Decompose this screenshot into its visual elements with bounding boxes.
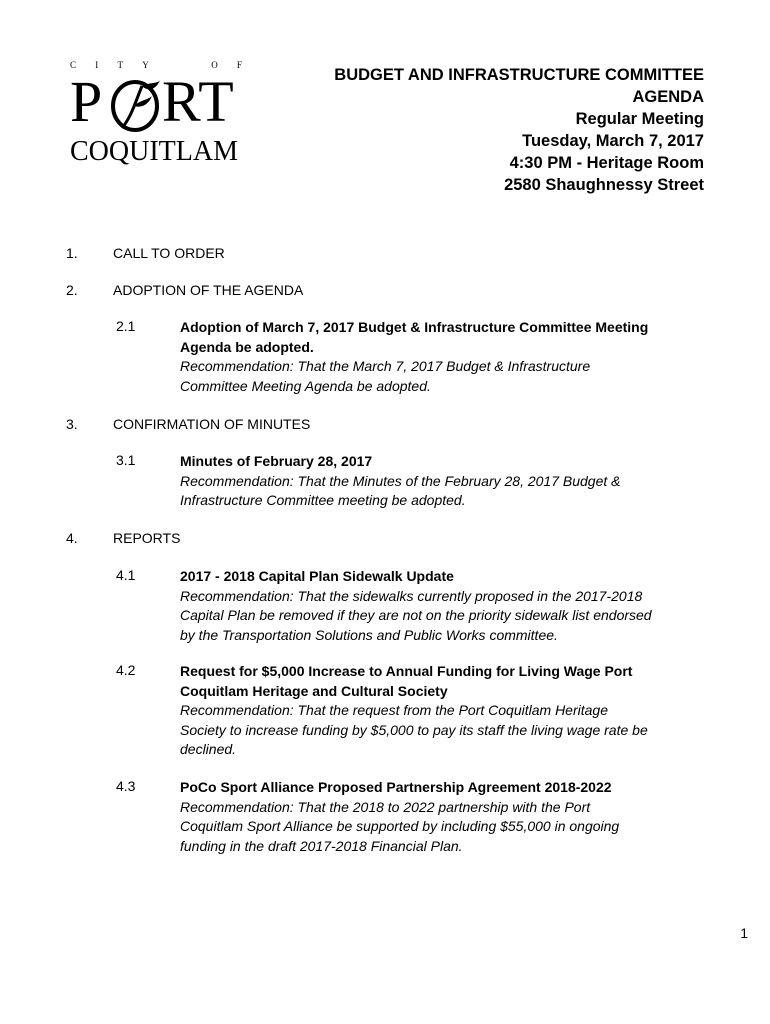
- section-title: CONFIRMATION OF MINUTES: [113, 416, 311, 432]
- section-title: ADOPTION OF THE AGENDA: [113, 282, 304, 298]
- page-number: 1: [740, 925, 748, 941]
- section-number: 1.: [66, 245, 78, 261]
- item-title: Agenda be adopted.: [180, 338, 314, 355]
- committee-name: BUDGET AND INFRASTRUCTURE COMMITTEE: [334, 66, 704, 84]
- logo-o-leaf-icon: [106, 76, 164, 134]
- item-number: 4.1: [116, 567, 136, 583]
- logo-port-wordmark: [68, 70, 244, 134]
- item-number: 4.2: [116, 662, 136, 678]
- logo-port-rt: RT: [162, 69, 235, 134]
- agenda-item: [180, 452, 700, 511]
- item-recommendation: Recommendation: That the sidewalks currently proposed in the 2017-2018: [180, 587, 643, 604]
- item-recommendation: declined.: [180, 741, 237, 757]
- logo-letter: I: [95, 60, 99, 70]
- item-recommendation: Infrastructure Committee meeting be adopted.: [180, 492, 466, 508]
- item-number: 2.1: [116, 318, 136, 334]
- item-title: Request for $5,000 Increase to Annual Funding for Living Wage Port: [180, 663, 633, 679]
- section-number: 3.: [66, 416, 78, 432]
- item-recommendation: Capital Plan be removed if they are not on the priority sidewalk list endorsed: [180, 607, 652, 623]
- agenda-label: AGENDA: [632, 88, 704, 106]
- section-number: 2.: [66, 282, 78, 298]
- item-number: 4.3: [116, 778, 136, 794]
- meeting-type: Regular Meeting: [575, 110, 704, 128]
- item-recommendation: Recommendation: That the request from the Port Coquitlam Heritage: [180, 702, 608, 718]
- item-recommendation: Recommendation: That the 2018 to 2022 partnership with the Port: [180, 798, 591, 815]
- item-recommendation: Committee Meeting Agenda be adopted.: [180, 377, 431, 394]
- logo-port-p: P: [70, 69, 104, 134]
- item-title: Adoption of March 7, 2017 Budget & Infrastructure Committee Meeting: [180, 319, 649, 335]
- item-recommendation: Recommendation: That the March 7, 2017 Budget & Infrastructure: [180, 358, 591, 374]
- logo-coquitlam: COQUITLAM: [70, 136, 238, 167]
- section-title: CALL TO ORDER: [113, 245, 225, 261]
- item-title: Minutes of February 28, 2017: [180, 453, 373, 469]
- item-recommendation: funding in the draft 2017-2018 Financial Plan.: [180, 837, 463, 854]
- logo-letter: T: [117, 60, 123, 70]
- agenda-item: [180, 662, 700, 760]
- section-number: 4.: [66, 530, 78, 546]
- section-title: REPORTS: [113, 530, 181, 546]
- agenda-item: [180, 567, 700, 645]
- meeting-header: [334, 64, 704, 196]
- item-recommendation: by the Transportation Solutions and Public Works committee.: [180, 626, 558, 643]
- item-title: PoCo Sport Alliance Proposed Partnership Agreement 2018-2022: [180, 779, 612, 795]
- item-recommendation: Coquitlam Sport Alliance be supported by including $55,000 in ongoing: [180, 818, 620, 834]
- meeting-address: 2580 Shaughnessy Street: [504, 176, 704, 194]
- item-title: Coquitlam Heritage and Cultural Society: [180, 682, 448, 699]
- logo-letter: C: [70, 60, 77, 70]
- item-recommendation: Society to increase funding by $5,000 to pay its staff the living wage rate be: [180, 721, 648, 738]
- meeting-time-location: 4:30 PM - Heritage Room: [509, 154, 704, 172]
- logo-letter: F: [236, 60, 242, 70]
- agenda-item: [180, 778, 700, 856]
- meeting-date: Tuesday, March 7, 2017: [522, 132, 704, 150]
- city-logo: [68, 60, 248, 170]
- logo-letter: O: [211, 60, 218, 70]
- logo-letter: Y: [142, 60, 149, 70]
- item-number: 3.1: [116, 452, 136, 468]
- item-recommendation: Recommendation: That the Minutes of the February 28, 2017 Budget &: [180, 472, 621, 489]
- agenda-item: [180, 318, 700, 396]
- item-title: 2017 - 2018 Capital Plan Sidewalk Update: [180, 568, 454, 584]
